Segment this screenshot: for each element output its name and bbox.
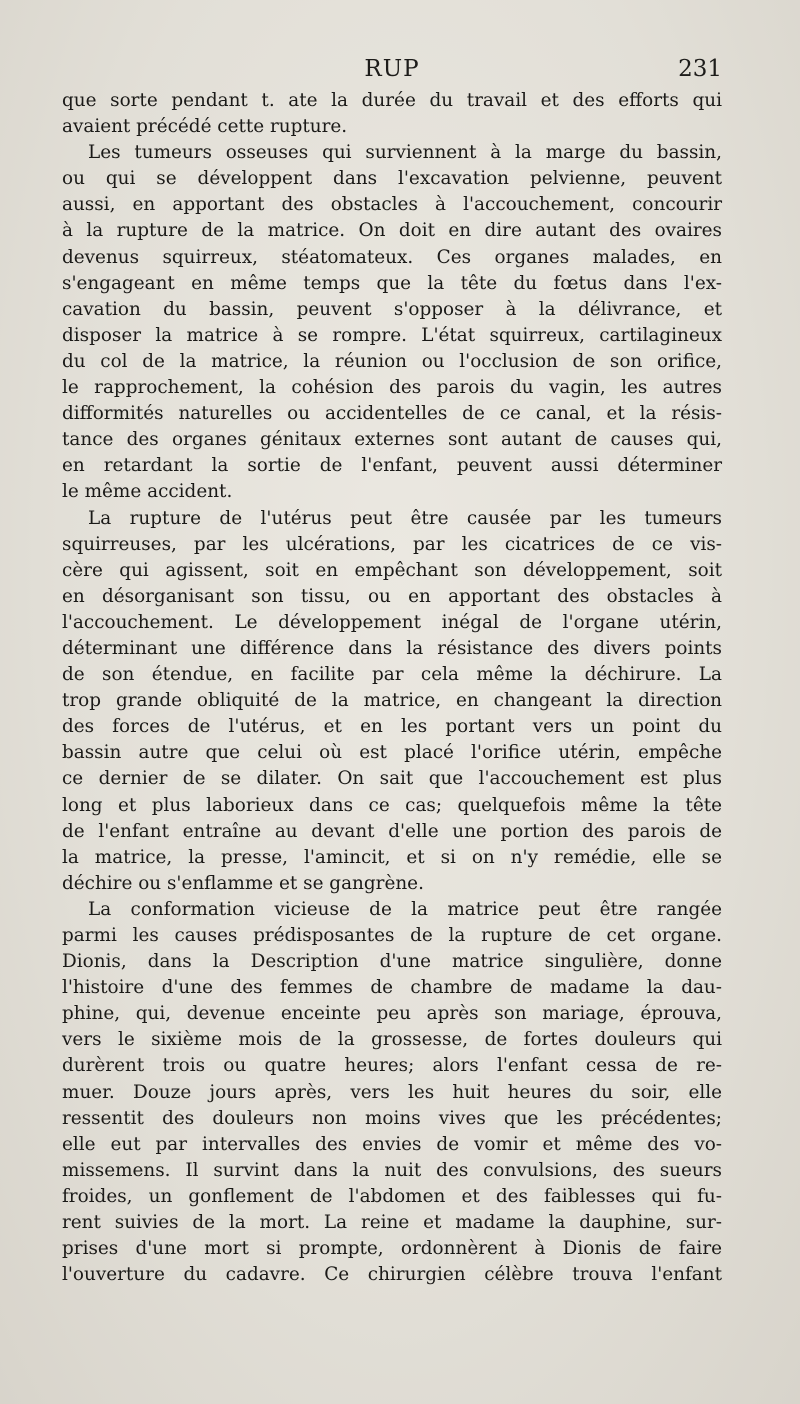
text-line: difformités naturelles ou accidentelles de ce canal, et la résis- [62, 403, 722, 425]
text-line: prises d'une mort si prompte, ordonnèrent à Dionis de faire [62, 1238, 722, 1260]
text-line: aussi, en apportant des obstacles à l'accouchement, concourir [62, 194, 722, 216]
text-line: ou qui se développent dans l'excavation pelvienne, peuvent [62, 168, 722, 190]
body-text [62, 88, 722, 1288]
text-line: froides, un gonflement de l'abdomen et des faiblesses qui fu- [62, 1185, 722, 1207]
text-line: cère qui agissent, soit en empêchant son développement, soit [62, 559, 722, 581]
text-line: en retardant la sortie de l'enfant, peuvent aussi déterminer [62, 455, 722, 477]
text-line: des forces de l'utérus, et en les portant vers un point du [62, 716, 722, 738]
text-line: long et plus laborieux dans ce cas; quelquefois même la tête [62, 794, 722, 816]
text-line: de l'enfant entraîne au devant d'elle une portion des parois de [62, 820, 722, 842]
text-line: ce dernier de se dilater. On sait que l'accouchement est plus [62, 768, 722, 790]
text-line: Dionis, dans la Description d'une matrice singulière, donne [62, 951, 722, 973]
text-line: bassin autre que celui où est placé l'orifice utérin, empêche [62, 742, 722, 764]
text-line: déchire ou s'enflamme et se gangrène. [62, 872, 424, 894]
text-line: La conformation vicieuse de la matrice peut être rangée [88, 898, 722, 920]
text-line: déterminant une différence dans la résistance des divers points [62, 637, 722, 659]
text-line: de son étendue, en facilite par cela même la déchirure. La [62, 664, 722, 686]
text-line: durèrent trois ou quatre heures; alors l'enfant cessa de re- [62, 1055, 722, 1077]
text-line: disposer la matrice à se rompre. L'état squirreux, cartilagineux [62, 324, 722, 346]
page-header [62, 56, 722, 90]
text-line: l'histoire d'une des femmes de chambre de madame la dau- [62, 977, 722, 999]
text-line: s'engageant en même temps que la tête du fœtus dans l'ex- [62, 272, 722, 294]
text-line: muer. Douze jours après, vers les huit heures du soir, elle [62, 1081, 722, 1103]
text-line: la matrice, la presse, l'amincit, et si on n'y remédie, elle se [62, 846, 722, 868]
text-line: le rapprochement, la cohésion des parois du vagin, les autres [62, 377, 722, 399]
text-line: phine, qui, devenue enceinte peu après son mariage, éprouva, [62, 1003, 722, 1025]
text-line: l'ouverture du cadavre. Ce chirurgien célèbre trouva l'enfant [62, 1264, 722, 1286]
page-number: 231 [678, 56, 722, 82]
text-line: missemens. Il survint dans la nuit des convulsions, des sueurs [62, 1159, 722, 1181]
running-head: RUP [364, 56, 420, 82]
text-line: La rupture de l'utérus peut être causée par les tumeurs [88, 507, 722, 529]
text-line: parmi les causes prédisposantes de la rupture de cet organe. [62, 925, 722, 946]
text-line: en désorganisant son tissu, ou en apportant des obstacles à [62, 585, 722, 607]
text-line: elle eut par intervalles des envies de vomir et même des vo- [62, 1133, 722, 1155]
text-line: du col de la matrice, la réunion ou l'occlusion de son orifice, [62, 350, 722, 372]
paragraph [62, 506, 722, 897]
text-line: squirreuses, par les ulcérations, par les cicatrices de ce vis- [62, 533, 722, 555]
paragraph [62, 88, 722, 140]
text-line: avaient précédé cette rupture. [62, 116, 348, 138]
text-line: ressentit des douleurs non moins vives que les précédentes; [62, 1107, 722, 1129]
text-line: que sorte pendant t. ate la durée du travail et des efforts qui [62, 90, 722, 111]
text-line: trop grande obliquité de la matrice, en changeant la direction [62, 690, 722, 712]
text-line: cavation du bassin, peuvent s'opposer à la délivrance, et [62, 298, 722, 320]
paragraph [62, 140, 722, 505]
text-line: vers le sixième mois de la grossesse, de fortes douleurs qui [62, 1029, 722, 1051]
text-line: devenus squirreux, stéatomateux. Ces organes malades, en [62, 246, 722, 268]
text-line: rent suivies de la mort. La reine et madame la dauphine, sur- [62, 1212, 722, 1234]
paragraph [62, 897, 722, 1288]
text-line: tance des organes génitaux externes sont autant de causes qui, [62, 429, 722, 451]
text-line: à la rupture de la matrice. On doit en dire autant des ovaires [62, 220, 722, 242]
text-line: l'accouchement. Le développement inégal de l'organe utérin, [62, 611, 722, 633]
text-line: le même accident. [62, 481, 233, 503]
text-line: Les tumeurs osseuses qui surviennent à la marge du bassin, [88, 142, 722, 164]
